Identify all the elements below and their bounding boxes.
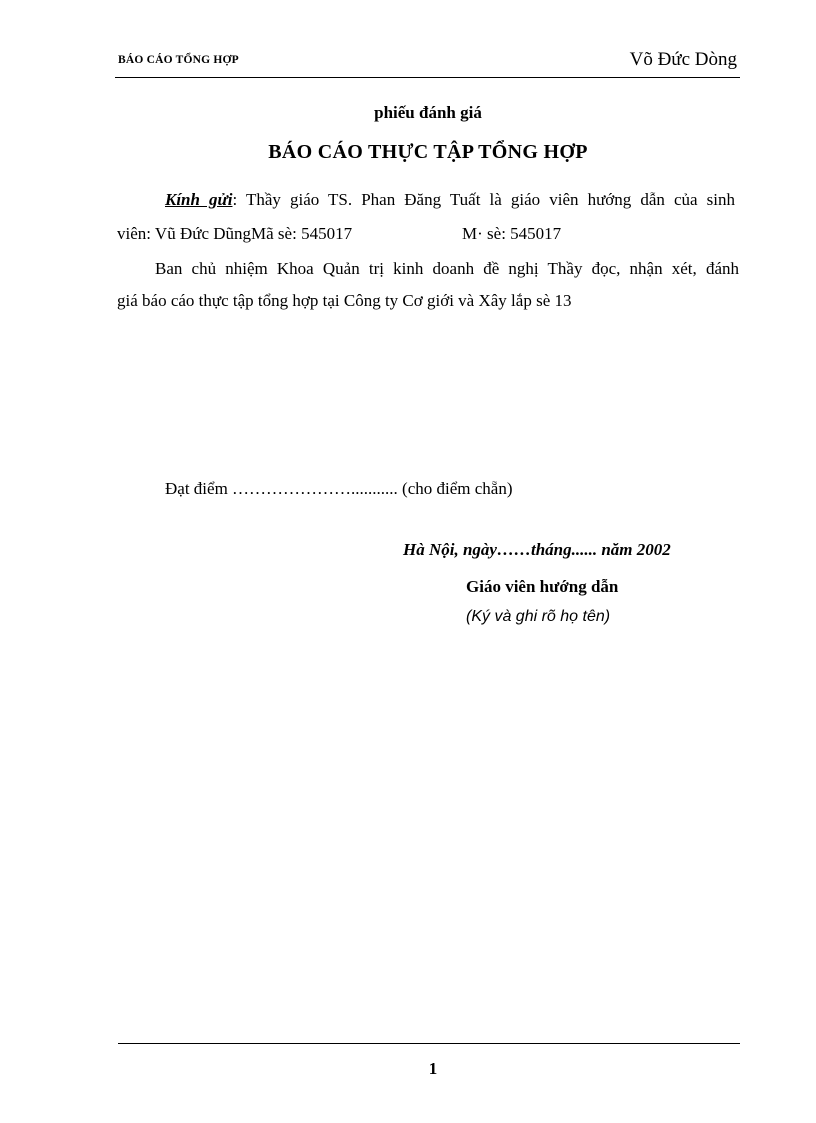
grade-line: Đạt điểm …………………........... (cho điểm chẵn) [165,479,513,498]
header-divider [115,77,740,78]
form-title: BÁO CÁO THỰC TẬP TỔNG HỢP [268,141,588,163]
request-text-1: Ban chủ nhiệm Khoa Quản trị kinh doanh đề nghị Thầy đọc, nhận xét, đánh [155,259,739,278]
date-line: Hà Nội, ngày……tháng...... năm 2002 [403,540,671,559]
page-number: 1 [428,1059,438,1078]
kinh-gui-label: Kính gửi [165,190,233,209]
recipient-line [165,190,735,210]
student-code-line [462,224,561,244]
student-code: M· sè: 545017 [462,224,562,243]
request-line-1 [155,259,739,279]
header-title: BÁO CÁO TỔNG HỢP [118,54,239,66]
form-subtitle: phiếu đánh giá [374,103,482,122]
request-text-2: giá báo cáo thực tập tổng hợp tại Công ty Cơ giới và Xây lắp sè 13 [117,291,572,310]
request-line-2 [117,291,571,311]
header-author: Võ Đức Dòng [629,49,737,70]
student-line [117,224,352,244]
footer-divider [118,1043,740,1044]
recipient-text: : Thầy giáo TS. Phan Đăng Tuất là giáo viên hướng dẫn của sinh [232,190,735,209]
signer-role: Giáo viên hướng dẫn [466,577,619,596]
student-info: viên: Vũ Đức DũngMã sè: 545017 [117,224,353,243]
signature-note: (Ký và ghi rõ họ tên) [466,608,611,625]
